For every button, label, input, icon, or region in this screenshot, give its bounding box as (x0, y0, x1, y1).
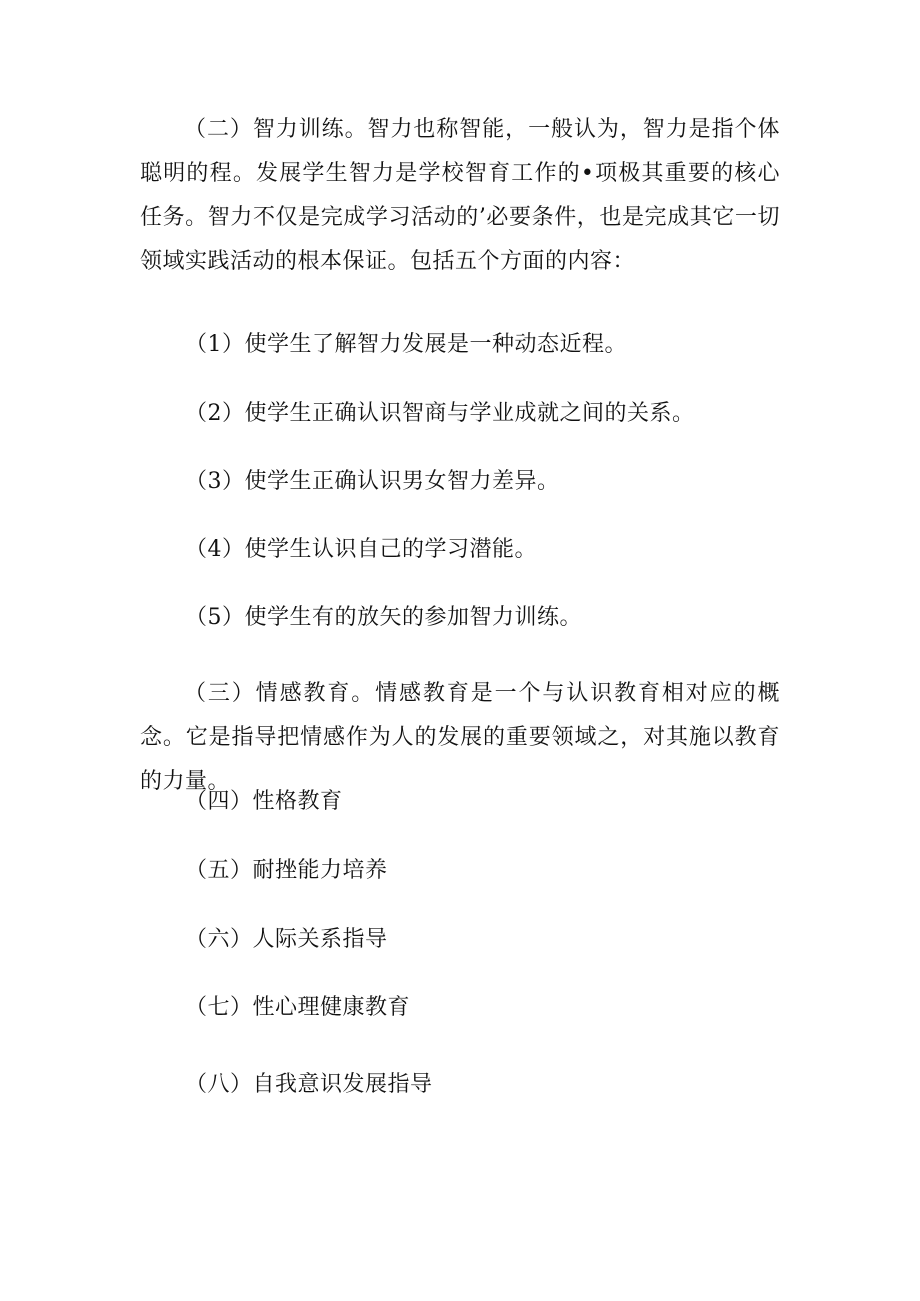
list-item: （4）使学生认识自己的学习潜能。 (185, 537, 537, 562)
section-heading: （八）自我意识发展指导 (185, 1072, 433, 1097)
section-emotional-education-paragraph: （三）情感教育。情感教育是一个与认识教育相对应的概念。它是指导把情感作为人的发展的重要领域之，对其施以教育的力量。 (140, 681, 780, 794)
list-item: （5）使学生有的放矢的参加智力训练。 (185, 605, 582, 630)
section-heading: （四）性格教育 (185, 789, 343, 814)
list-item: （1）使学生了解智力发展是一种动态近程。 (185, 332, 627, 357)
list-item: （3）使学生正确认识男女智力差异。 (185, 469, 560, 494)
section-heading: （六）人际关系指导 (185, 927, 388, 952)
list-item: （2）使学生正确认识智商与学业成就之间的关系。 (185, 401, 695, 426)
section-heading: （七）性心理健康教育 (185, 995, 411, 1020)
section-intellectual-training-paragraph: （二）智力训练。智力也称智能，一般认为，智力是指个体聪明的程。发展学生智力是学校智育工作的•项极其重要的核心任务。智力不仅是完成学习活动的’必要条件，也是完成其它一切领域实践活动的根本保证。包括五个方面的内容： (140, 117, 780, 274)
section-heading: （五）耐挫能力培养 (185, 858, 388, 883)
